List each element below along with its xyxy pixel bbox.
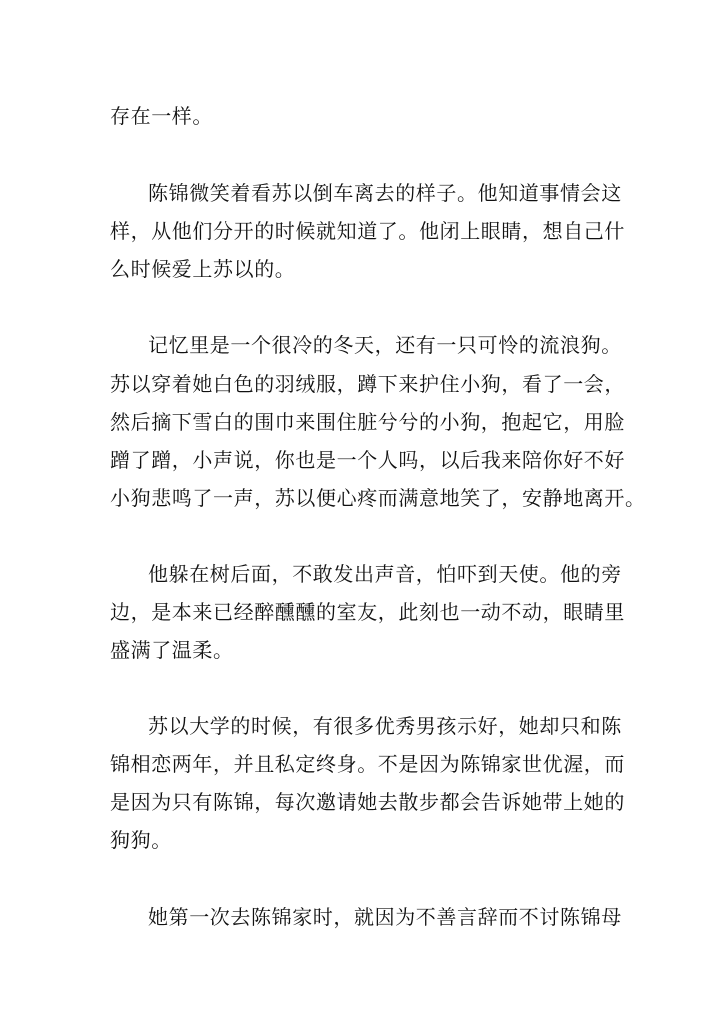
- text-line: 存在一样。: [110, 104, 213, 128]
- text-line: 苏以穿着她白色的羽绒服，蹲下来护住小狗，看了一会，: [110, 372, 625, 396]
- text-line: 样，从他们分开的时候就知道了。他闭上眼睛，想自己什: [110, 219, 625, 243]
- text-line: 记忆里是一个很冷的冬天，还有一只可怜的流浪狗。: [148, 333, 622, 357]
- text-line: 么时候爱上苏以的。: [110, 257, 296, 281]
- text-line: 盛满了温柔。: [110, 638, 234, 662]
- text-line: 锦相恋两年，并且私定终身。不是因为陈锦家世优渥，而: [110, 752, 625, 776]
- text-line: 陈锦微笑着看苏以倒车离去的样子。他知道事情会这: [148, 181, 622, 205]
- text-line: 她第一次去陈锦家时，就因为不善言辞而不讨陈锦母: [148, 905, 622, 929]
- text-line: 他躲在树后面，不敢发出声音，怕吓到天使。他的旁: [148, 562, 622, 586]
- text-line: 狗狗。: [110, 828, 172, 852]
- text-line: 是因为只有陈锦，每次邀请她去散步都会告诉她带上她的: [110, 790, 625, 814]
- text-line: 蹭了蹭，小声说，你也是一个人吗，以后我来陪你好不好: [110, 448, 625, 472]
- text-line: 然后摘下雪白的围巾来围住脏兮兮的小狗，抱起它，用脸: [110, 410, 625, 434]
- text-line: 苏以大学的时候，有很多优秀男孩示好，她却只和陈: [148, 714, 622, 738]
- text-line: 小狗悲鸣了一声，苏以便心疼而满意地笑了，安静地离开。: [110, 486, 646, 510]
- text-line: 边，是本来已经醉醺醺的室友，此刻也一动不动，眼睛里: [110, 600, 625, 624]
